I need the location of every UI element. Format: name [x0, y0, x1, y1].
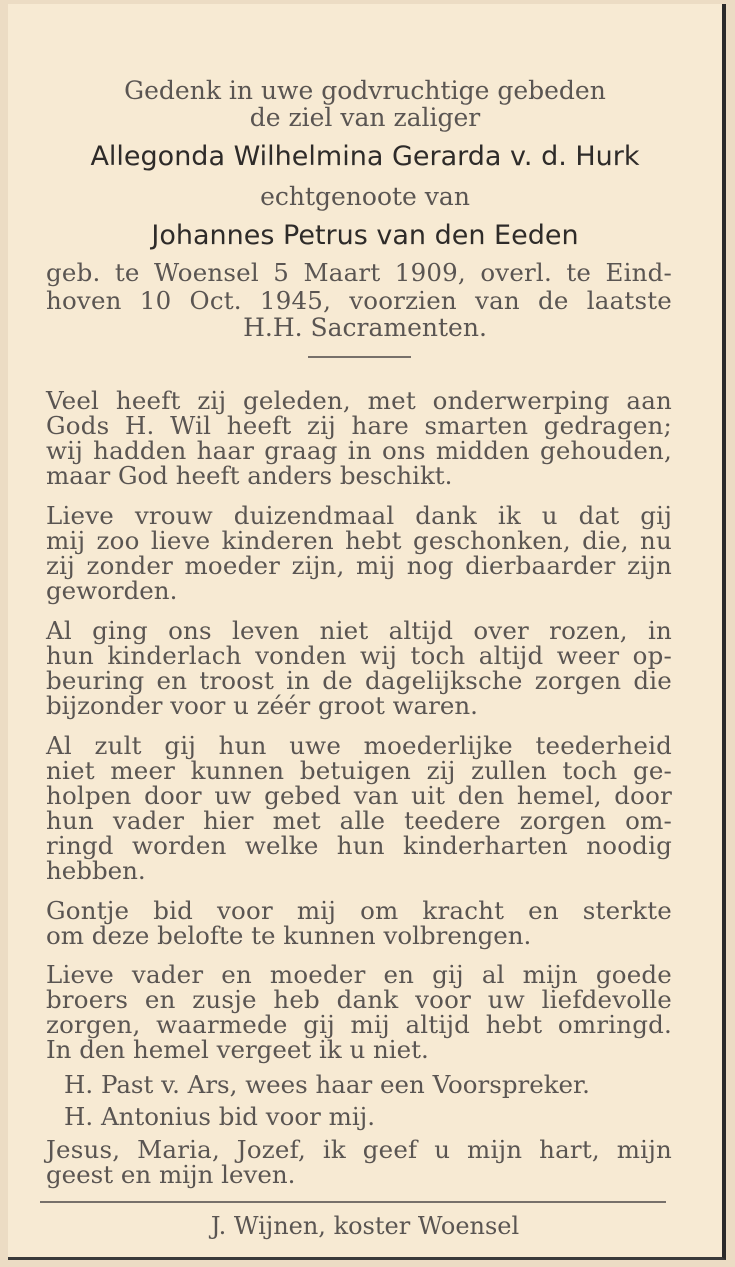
paragraph-3-line-1: Al ging ons leven niet altijd over rozen, in [46, 616, 672, 645]
separator-short [308, 356, 411, 358]
paragraph-4-line-4: hun vader hier met alle teedere zorgen om- [46, 806, 672, 835]
invocation-antonius: H. Antonius bid voor mij. [64, 1102, 376, 1131]
paragraph-6-line-3: zorgen, waarmede gij mij altijd hebt omringd. [46, 1010, 672, 1039]
paragraph-6-line-1: Lieve vader en moeder en gij al mijn goede [46, 960, 672, 989]
paragraph-4-line-3: holpen door uw gebed van uit den hemel, door [46, 781, 672, 810]
paragraph-1-line-3: wij hadden haar graag in ons midden gehouden, [46, 436, 672, 465]
paragraph-3-line-3: beuring en troost in de dagelijksche zorgen die [46, 666, 672, 695]
paragraph-3-line-2: hun kinderlach vonden wij toch altijd weer op- [46, 641, 672, 670]
paragraph-6-line-4: In den hemel vergeet ik u niet. [46, 1035, 429, 1064]
relation-line: echtgenoote van [260, 182, 470, 211]
deceased-name: Allegonda Wilhelmina Gerarda v. d. Hurk [90, 141, 640, 172]
paragraph-3-line-4: bijzonder voor u zéér groot waren. [46, 691, 478, 720]
paragraph-5-line-2: om deze belofte te kunnen volbrengen. [46, 921, 532, 950]
dates-line-1: geb. te Woensel 5 Maart 1909, overl. te Eind- [46, 258, 672, 287]
paragraph-9-line-1: Jesus, Maria, Jozef, ik geef u mijn hart, mijn [46, 1135, 672, 1164]
separator-long [40, 1201, 666, 1203]
invocation-ars: H. Past v. Ars, wees haar een Voorspreker. [64, 1070, 590, 1099]
header-line-1: Gedenk in uwe godvruchtige gebeden [124, 76, 606, 105]
paragraph-6-line-2: broers en zusje heb dank voor uw liefdevolle [46, 985, 672, 1014]
paragraph-4-line-6: hebben. [46, 856, 146, 885]
paragraph-4-line-2: niet meer kunnen betuigen zij zullen toch ge- [46, 756, 672, 785]
paragraph-1-line-2: Gods H. Wil heeft zij hare smarten gedragen; [46, 411, 672, 440]
paragraph-5-line-1: Gontje bid voor mij om kracht en sterkte [46, 896, 672, 925]
paragraph-9-line-2: geest en mijn leven. [46, 1160, 296, 1189]
paragraph-2-line-4: geworden. [46, 576, 178, 605]
paragraph-2-line-2: mij zoo lieve kinderen hebt geschonken, die, nu [46, 526, 672, 555]
paragraph-2-line-3: zij zonder moeder zijn, mij nog dierbaarder zijn [46, 551, 672, 580]
prayer-card [8, 4, 726, 1260]
paragraph-2-line-1: Lieve vrouw duizendmaal dank ik u dat gij [46, 501, 672, 530]
paragraph-4-line-1: Al zult gij hun uwe moederlijke teederheid [46, 731, 672, 760]
dates-line-2: hoven 10 Oct. 1945, voorzien van de laatste [46, 286, 672, 315]
printer-credit: J. Wijnen, koster Woensel [210, 1212, 520, 1240]
paragraph-4-line-5: ringd worden welke hun kinderharten noodig [46, 831, 672, 860]
header-line-2: de ziel van zaliger [249, 103, 481, 132]
paragraph-1-line-4: maar God heeft anders beschikt. [46, 461, 453, 490]
paragraph-1-line-1: Veel heeft zij geleden, met onderwerping aan [46, 386, 672, 415]
dates-line-3: H.H. Sacramenten. [243, 313, 487, 342]
spouse-name: Johannes Petrus van den Eeden [151, 220, 579, 251]
